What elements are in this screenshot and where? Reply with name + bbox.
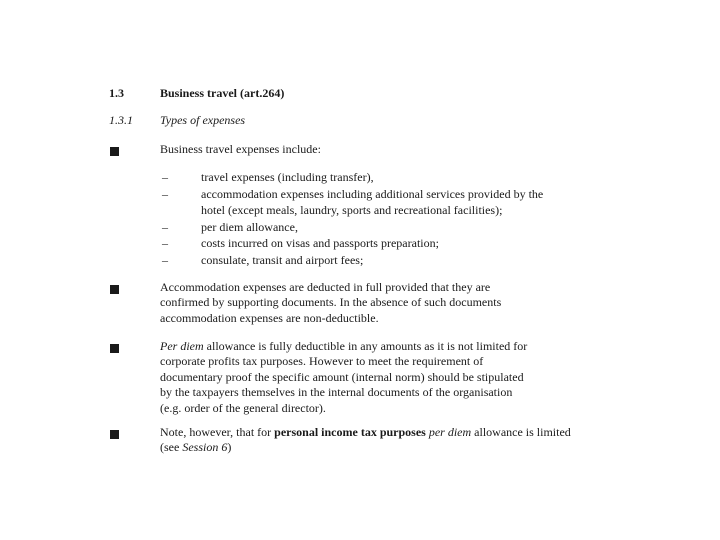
list-item: accommodation expenses including additional services provided by the	[201, 187, 544, 201]
subsection-title: Types of expenses	[160, 113, 246, 127]
paragraph-note	[160, 425, 630, 456]
list-item-continuation: hotel (except meals, laundry, sports and recreational facilities);	[201, 203, 503, 217]
paragraph-line: accommodation expenses are non-deductible.	[160, 310, 379, 325]
paragraph-text: allowance is fully deductible in any amounts as it is not limited for	[203, 339, 528, 353]
paragraph-line: by the taxpayers themselves in the internal documents of the organisation	[160, 385, 513, 400]
emphasis-text: Session 6	[182, 440, 228, 455]
paragraph-text: (see	[160, 440, 183, 455]
paragraph-per-diem	[160, 339, 600, 416]
paragraph-accommodation	[160, 280, 600, 326]
emphasis-text: per diem	[428, 425, 472, 439]
subsection-number: 1.3.1	[109, 113, 133, 127]
paragraph-line: confirmed by supporting documents. In the absence of such documents	[160, 295, 502, 310]
list-item: costs incurred on visas and passports preparation;	[201, 236, 439, 250]
paragraph-text: allowance is limited	[471, 425, 571, 439]
strong-text: personal income tax purposes	[274, 425, 426, 439]
bullet-square-icon	[110, 430, 119, 439]
bullet-square-icon	[110, 285, 119, 294]
dash-marker: –	[162, 187, 168, 201]
paragraph-text: Note, however, that for	[160, 425, 275, 439]
paragraph-line: documentary proof the specific amount (internal norm) should be stipulated	[160, 369, 524, 384]
paragraph-line	[160, 339, 600, 354]
paragraph-line	[160, 440, 630, 455]
list-item: travel expenses (including transfer),	[201, 170, 374, 184]
dash-marker: –	[162, 236, 168, 250]
bullet-square-icon	[110, 147, 119, 156]
section-number: 1.3	[109, 86, 124, 100]
paragraph-line	[160, 425, 630, 440]
section-title: Business travel (art.264)	[160, 86, 285, 100]
paragraph-line: Accommodation expenses are deducted in full provided that they are	[160, 280, 491, 294]
list-item: consulate, transit and airport fees;	[201, 253, 364, 267]
emphasis-text: Per diem	[160, 339, 204, 353]
paragraph-line: (e.g. order of the general director).	[160, 400, 326, 415]
paragraph-text: )	[227, 440, 232, 455]
dash-marker: –	[162, 253, 168, 267]
bullet-lead-text: Business travel expenses include:	[160, 142, 321, 156]
bullet-square-icon	[110, 344, 119, 353]
paragraph-line: corporate profits tax purposes. However to meet the requirement of	[160, 354, 484, 369]
dash-marker: –	[162, 170, 168, 184]
list-item: per diem allowance,	[201, 220, 298, 234]
dash-marker: –	[162, 220, 168, 234]
